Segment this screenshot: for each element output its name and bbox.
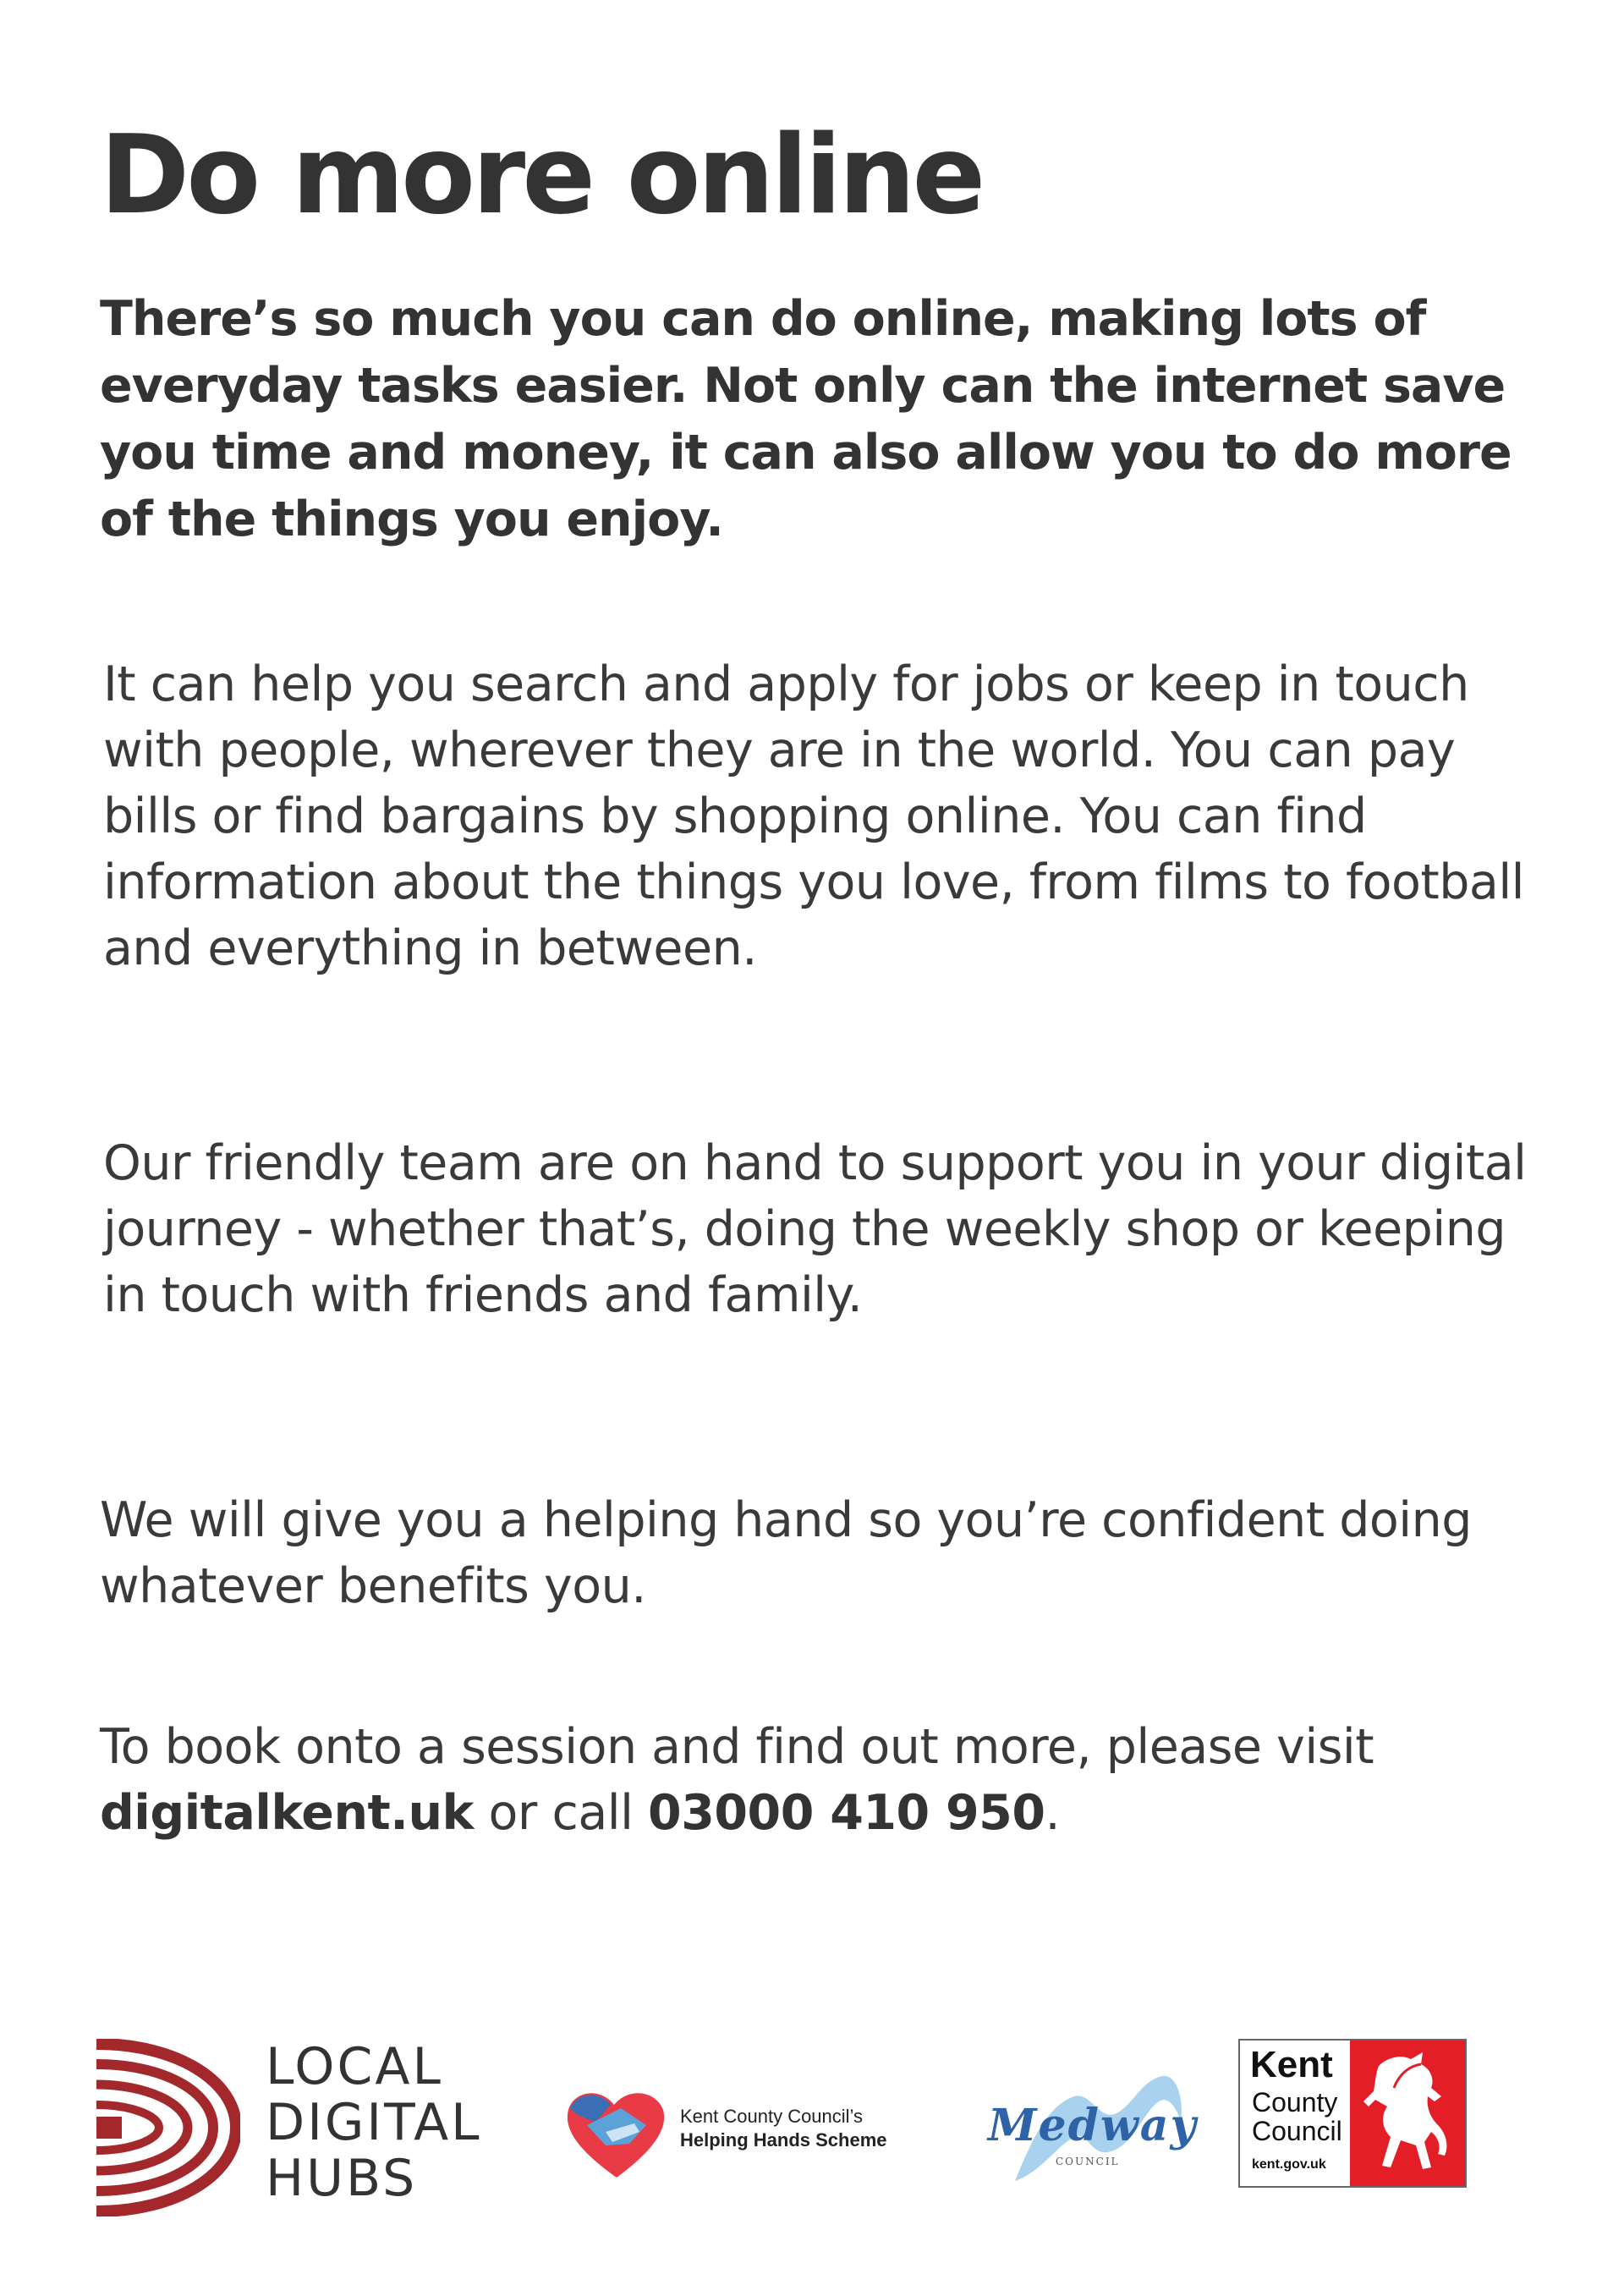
local-digital-hubs-logo — [96, 2039, 511, 2216]
contact-paragraph — [100, 1714, 1555, 1846]
kcc-url: kent.gov.uk — [1252, 2157, 1326, 2172]
phone-number[interactable]: 03000 410 950 — [648, 1785, 1045, 1841]
body-paragraph-2: Our friendly team are on hand to support you in your digital journey - whether that’s, doing the weekly shop or keeping in touch with friends and family. — [103, 1135, 1527, 1323]
kcc-wordmark — [1240, 2041, 1350, 2186]
website-link[interactable]: digitalkent.uk — [100, 1785, 474, 1841]
ldh-arcs-icon — [96, 2039, 240, 2216]
medway-council-logo — [981, 2071, 1201, 2189]
kcc-line-3: Council — [1252, 2116, 1342, 2146]
medway-wordmark: Medway — [988, 2100, 1198, 2151]
contact-suffix: . — [1045, 1785, 1061, 1841]
heart-handshake-icon — [562, 2083, 672, 2184]
ldh-line-1: LOCAL — [266, 2037, 443, 2096]
page-title: Do more online — [100, 113, 983, 239]
kcc-red-panel — [1350, 2041, 1465, 2186]
lead-paragraph: There’s so much you can do online, making lots of everyday tasks easier. Not only can the internet save you time and money, it can also allow you to do more of the things you enjoy. — [100, 291, 1512, 547]
ldh-wordmark — [266, 2039, 482, 2206]
helping-hands-logo — [562, 2083, 900, 2193]
ldh-line-3: HUBS — [266, 2149, 418, 2208]
helping-hands-line-2: Helping Hands Scheme — [680, 2129, 887, 2150]
helping-hands-line-1: Kent County Council’s — [680, 2106, 864, 2127]
body-paragraph-1: It can help you search and apply for jobs or keep in touch with people, wherever they are in the world. You can pay bills or find bargains by shopping online. You can find information about the things you love, from films to football and everything in between. — [103, 656, 1525, 976]
medway-subtitle: COUNCIL — [1056, 2156, 1120, 2167]
contact-prefix: To book onto a session and find out more, please visit — [100, 1719, 1374, 1775]
body-paragraph-3: We will give you a helping hand so you’re confident doing whatever benefits you. — [100, 1492, 1472, 1614]
kcc-line-1: Kent — [1250, 2044, 1333, 2085]
helping-hands-wordmark — [680, 2105, 887, 2152]
partner-logos — [0, 2022, 1624, 2225]
kent-county-council-logo — [1238, 2039, 1467, 2188]
kcc-line-2: County — [1252, 2087, 1338, 2117]
white-horse-icon — [1350, 2041, 1465, 2186]
contact-middle: or call — [473, 1785, 649, 1841]
ldh-line-2: DIGITAL — [266, 2093, 482, 2152]
